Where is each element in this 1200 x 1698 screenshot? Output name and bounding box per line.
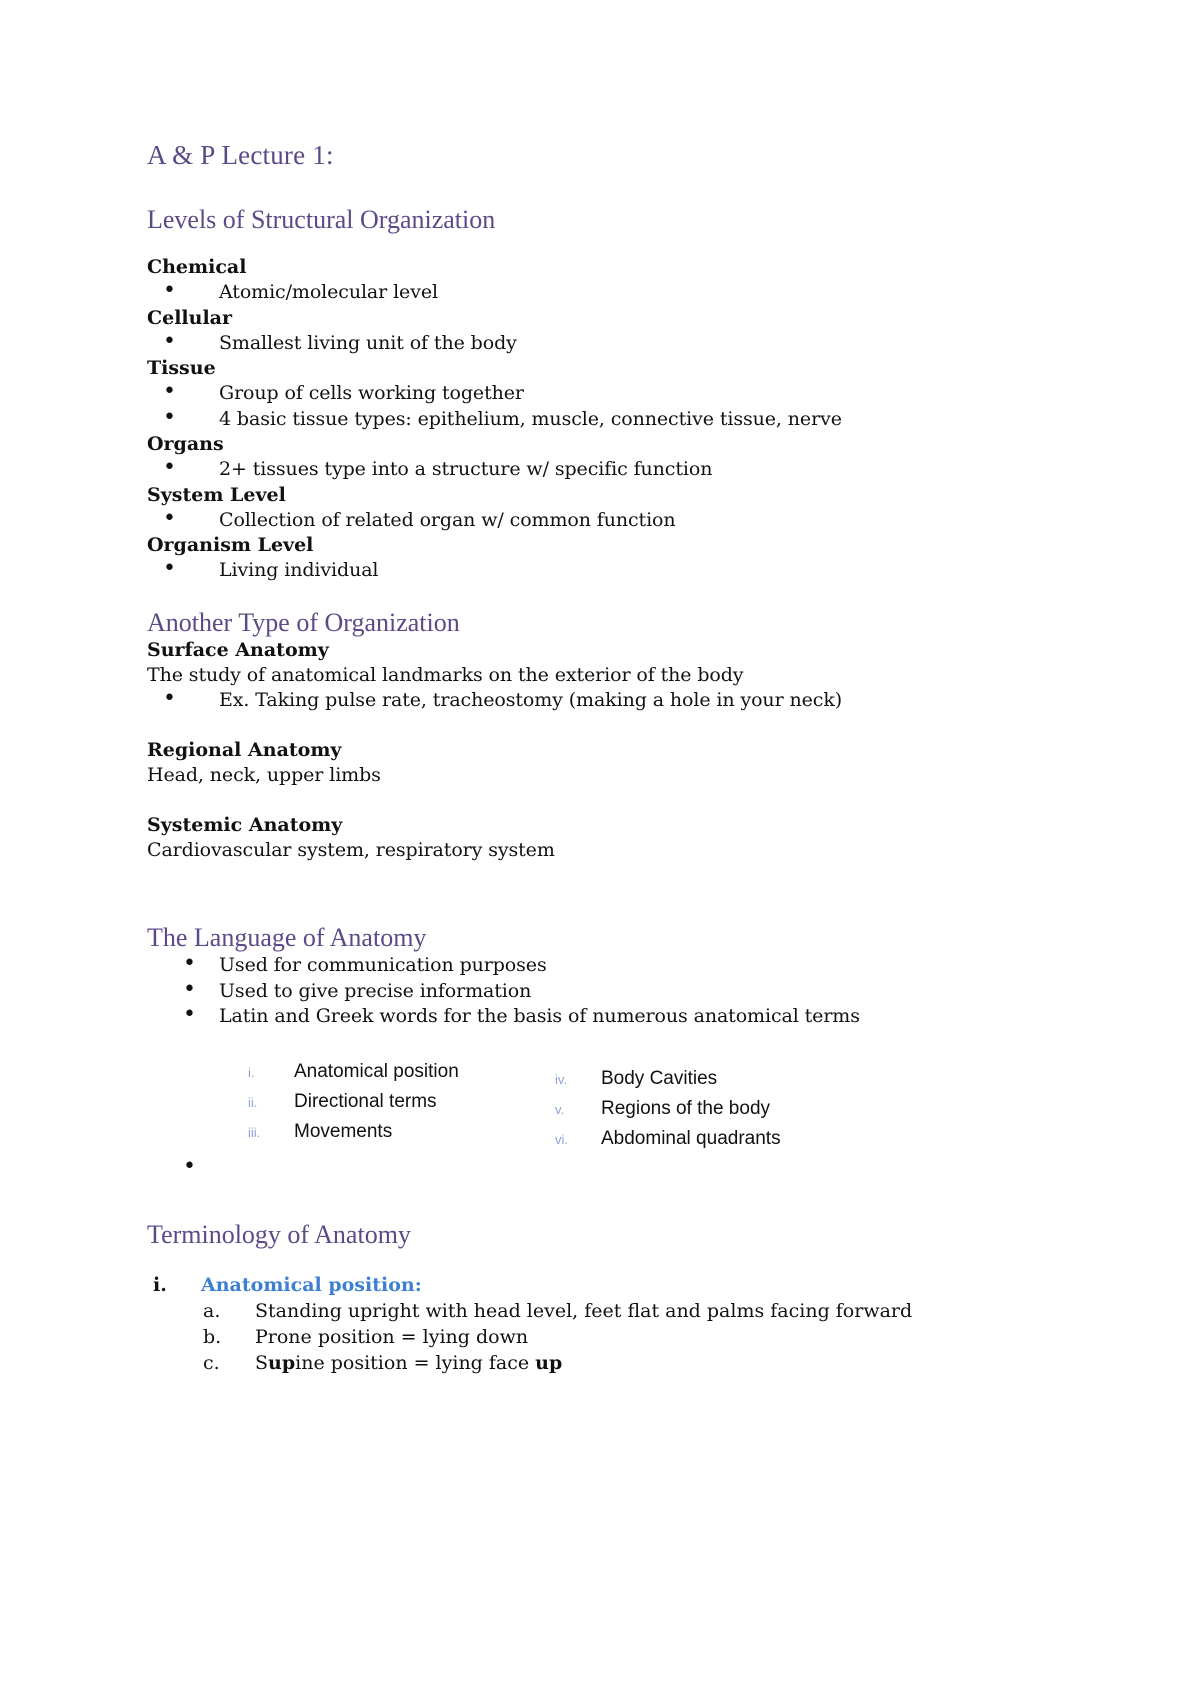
topics-list (147, 1030, 1127, 1179)
systemic-label: Systemic Anatomy (147, 814, 343, 836)
terminology-heading: Terminology of Anatomy (147, 1219, 411, 1249)
bullet-icon: • (163, 404, 176, 430)
level-bullet: • Group of cells working together (163, 379, 524, 404)
topic-item: iv. Body Cavities (555, 1067, 718, 1089)
bullet-icon: • (163, 685, 176, 711)
bullet-icon: • (163, 278, 176, 303)
bullet-icon: • (163, 379, 176, 404)
language-heading: The Language of Anatomy (147, 923, 427, 952)
topic-item: i. Anatomical position (248, 1060, 459, 1082)
language-bullet: • Used to give precise information (183, 976, 532, 1002)
surface-text: The study of anatomical landmarks on the exterior of the body (147, 663, 744, 686)
topics-left (248, 1057, 459, 1147)
terminology-item (147, 1272, 1127, 1298)
level-label: System Level (147, 483, 286, 506)
item-number: i. (153, 1273, 167, 1296)
level-label: Cellular (147, 306, 232, 329)
sub-item: c. Supine position = lying face up (203, 1351, 563, 1374)
level-bullet: • Atomic/molecular level (163, 278, 438, 303)
bullet-icon: • (163, 556, 176, 581)
regional-label: Regional Anatomy (147, 739, 342, 761)
level-label: Chemical (147, 256, 247, 278)
empty-bullet-icon: • (183, 1153, 196, 1179)
bullet-icon: • (163, 505, 176, 531)
levels-heading: Levels of Structural Organization (147, 205, 496, 234)
bullet-icon: • (163, 455, 176, 480)
document-title: A & P Lecture 1: (147, 140, 334, 170)
systemic-text: Cardiovascular system, respiratory system (147, 839, 555, 861)
bullet-icon: • (163, 328, 176, 354)
level-bullet: • Smallest living unit of the body (163, 328, 517, 354)
sub-item: a. Standing upright with head level, feet flat and palms facing forward (203, 1299, 913, 1322)
topics-right (555, 1064, 781, 1154)
level-label: Organs (147, 433, 224, 455)
language-bullet: • Latin and Greek words for the basis of numerous anatomical terms (183, 1002, 860, 1027)
item-label: Anatomical position: (201, 1273, 422, 1296)
topic-item: iii. Movements (248, 1120, 393, 1142)
another-heading: Another Type of Organization (147, 607, 460, 637)
level-bullet: • Living individual (163, 556, 379, 581)
surface-label: Surface Anatomy (147, 638, 329, 661)
topic-item: vi. Abdominal quadrants (555, 1127, 781, 1149)
surface-bullet: • Ex. Taking pulse rate, tracheostomy (making a hole in your neck) (163, 685, 843, 711)
document-page (147, 140, 1127, 1376)
language-bullet: • Used for communication purposes (183, 951, 547, 976)
regional-text: Head, neck, upper limbs (147, 764, 381, 786)
levels-list (147, 255, 1127, 584)
bullet-icon: • (183, 1002, 196, 1027)
level-bullet: • 2+ tissues type into a structure w/ specific function (163, 455, 713, 480)
bullet-icon: • (183, 951, 196, 976)
level-label: Organism Level (147, 534, 314, 556)
topic-item: ii. Directional terms (248, 1090, 437, 1112)
level-label: Tissue (147, 357, 216, 379)
topic-item: v. Regions of the body (555, 1097, 771, 1119)
level-bullet: • 4 basic tissue types: epithelium, muscle, connective tissue, nerve (163, 404, 842, 430)
level-bullet: • Collection of related organ w/ common function (163, 505, 676, 531)
sub-item: b. Prone position = lying down (203, 1325, 529, 1348)
bullet-icon: • (183, 976, 196, 1002)
